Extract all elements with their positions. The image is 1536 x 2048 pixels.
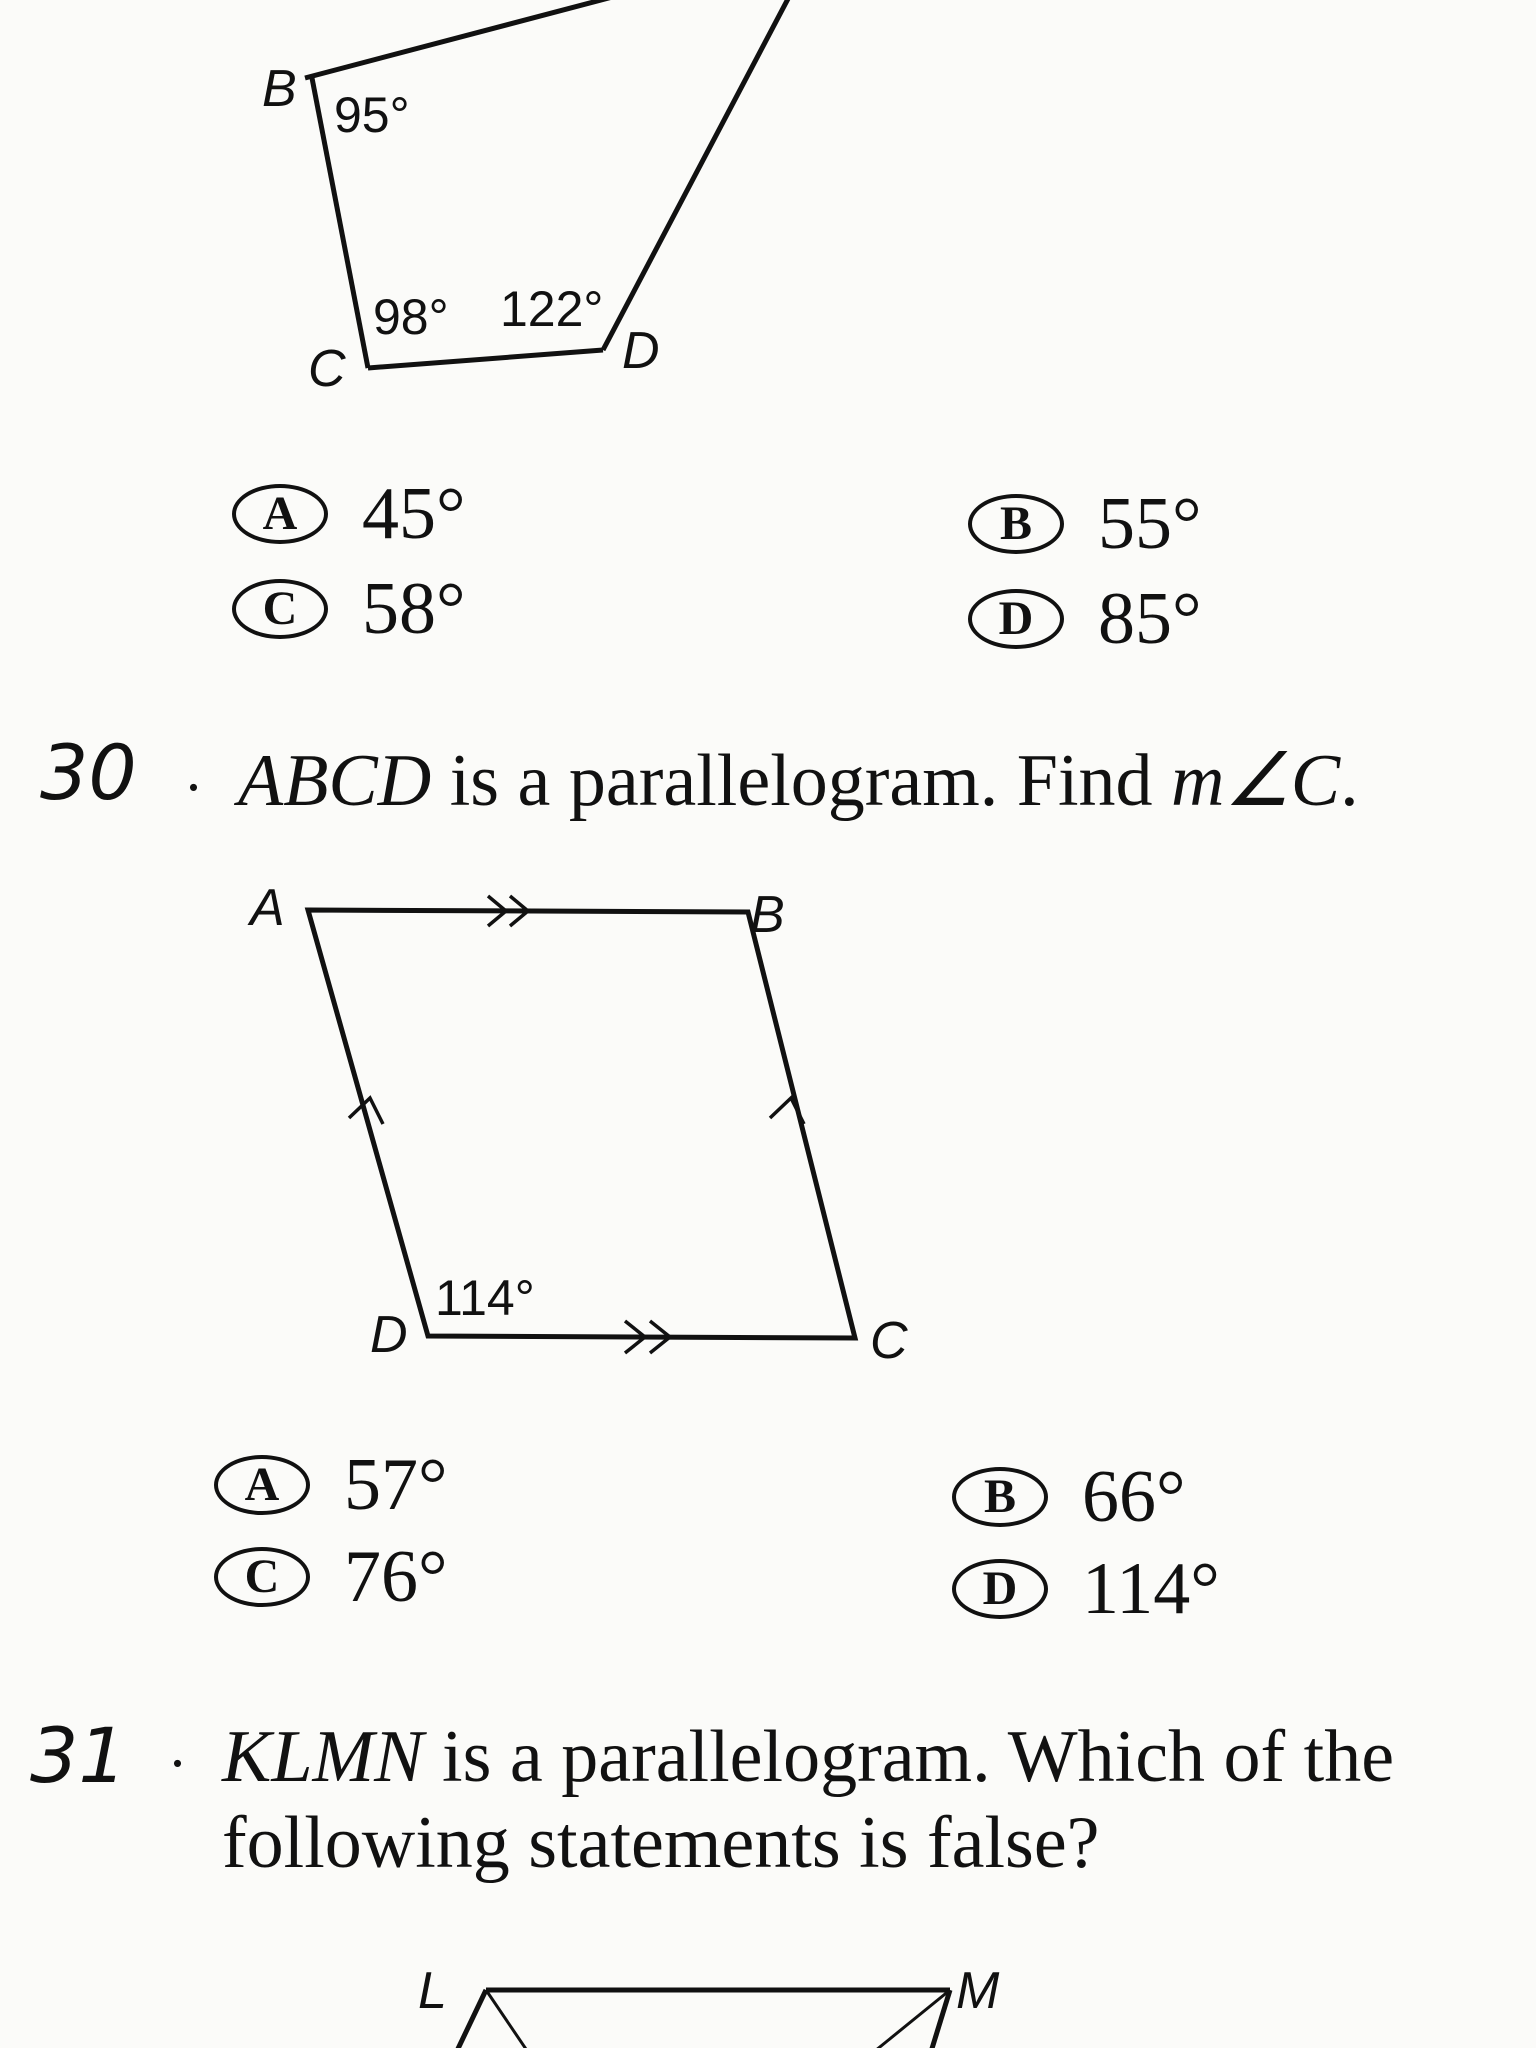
q30-choice-a-text: 57° <box>344 1444 448 1526</box>
q30-choice-c-text: 76° <box>344 1536 448 1618</box>
q30-number-period: . <box>186 737 201 803</box>
q29-angle-c: 98° <box>373 289 449 345</box>
q29-choice-a-text: 45° <box>362 473 466 555</box>
q30-choice-d-badge: D <box>952 1559 1048 1619</box>
q29-choice-a-badge: A <box>232 484 328 544</box>
q29-choice-b-badge: B <box>968 494 1064 554</box>
q30-choice-b-badge: B <box>952 1467 1048 1527</box>
q31-diagonal-m <box>870 1990 950 2048</box>
q30-choice-c-badge: C <box>214 1547 310 1607</box>
q30-vertex-a: A <box>250 879 285 937</box>
q31-number: 31 <box>30 1711 127 1800</box>
q30-vertex-b: B <box>750 886 785 944</box>
q29-vertex-d: D <box>622 322 660 380</box>
q30-vertex-c: C <box>870 1312 908 1370</box>
q31-line-1-rest: is a parallelogram. Which of the <box>423 1716 1395 1798</box>
q29-choice-d-badge: D <box>968 589 1064 649</box>
q29-choice-b-text: 55° <box>1098 483 1202 565</box>
q30-shape-name: ABCD <box>238 740 432 822</box>
q31-line-2: following statements is false? <box>222 1802 1100 1884</box>
q30-choice-a-badge: A <box>214 1455 310 1515</box>
q31-number-period: . <box>170 1713 185 1779</box>
q29-choice-c-text: 58° <box>362 568 466 650</box>
q30-number: 30 <box>40 728 137 817</box>
q31-vertex-l: L <box>418 1962 447 2020</box>
q29-vertex-b: B <box>262 60 297 118</box>
q30-text-mid: is a parallelogram. Find <box>431 740 1172 822</box>
q29-angle-d: 122° <box>500 281 604 337</box>
q30-vertex-d: D <box>370 1306 408 1364</box>
q29-angle-b: 95° <box>334 87 410 143</box>
q31-shape-name: KLMN <box>222 1716 424 1798</box>
q30-text-end: . <box>1340 740 1359 822</box>
q30-measure: m∠C <box>1171 740 1341 822</box>
q29-choice-d-text: 85° <box>1098 578 1202 660</box>
q29-vertex-c: C <box>308 340 346 398</box>
q31-side-ln <box>455 1990 486 2048</box>
q29-choice-c-badge: C <box>232 579 328 639</box>
q30-choice-b-text: 66° <box>1082 1456 1186 1538</box>
q30-choice-d-text: 114° <box>1082 1548 1220 1630</box>
q30-angle-d: 114° <box>435 1270 535 1326</box>
q31-vertex-m: M <box>956 1962 1000 2020</box>
q31-diagonal-l <box>486 1990 530 2048</box>
